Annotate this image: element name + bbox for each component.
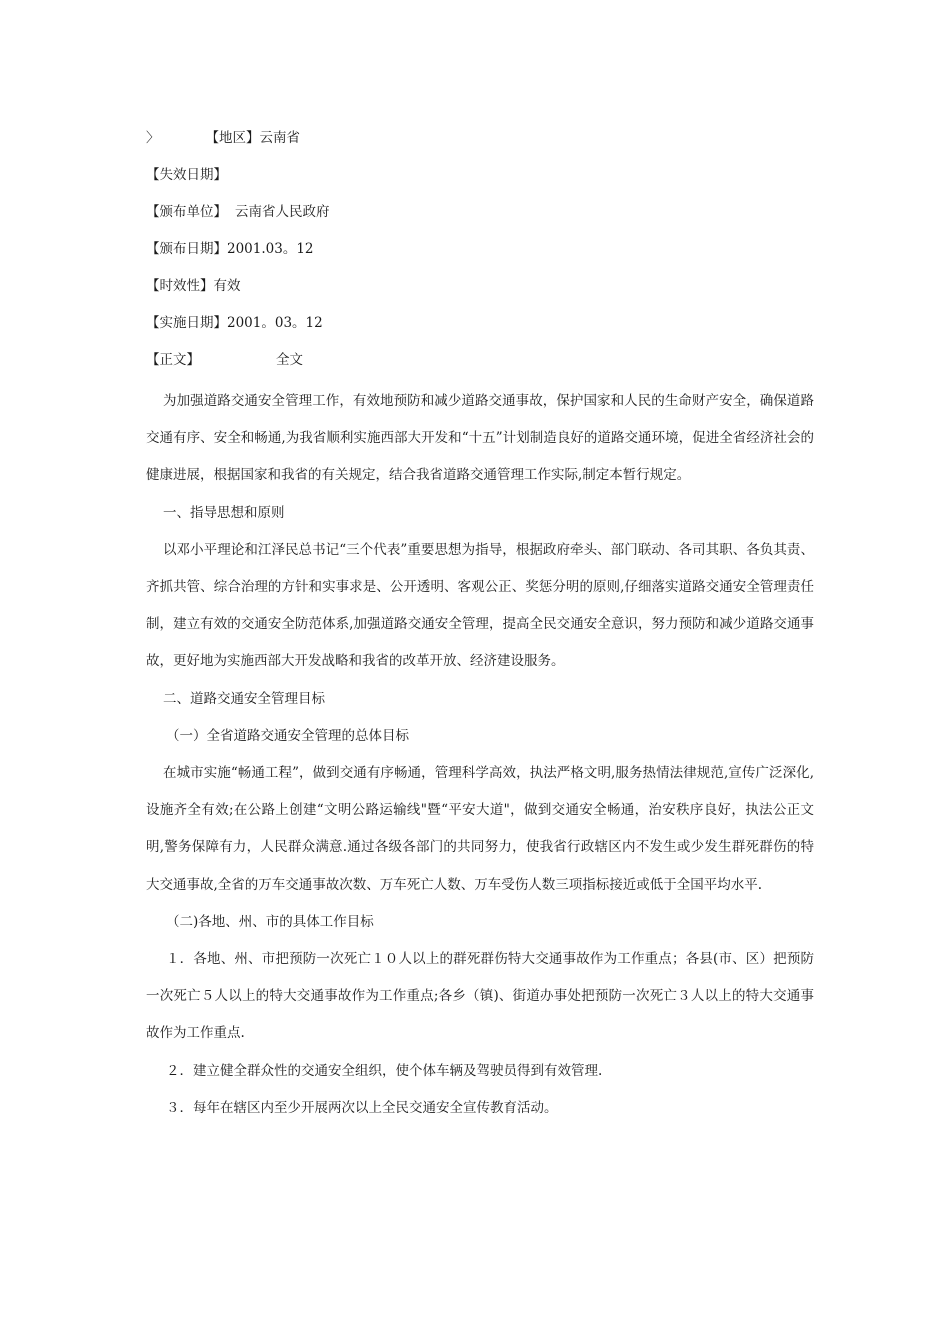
list-item-3: ３．每年在辖区内至少开展两次以上全民交通安全宣传教育活动。 xyxy=(166,1099,558,1116)
validity-label: 【时效性】 xyxy=(146,278,214,294)
issue-date-label: 【颁布日期】 xyxy=(146,241,227,257)
body-label: 【正文】 xyxy=(146,352,200,368)
meta-effective-date xyxy=(146,309,814,337)
meta-issue-date xyxy=(146,235,814,263)
subsection-2-title: （二)各地、州、市的具体工作目标 xyxy=(166,913,374,930)
issuer-value: 云南省人民政府 xyxy=(235,204,330,220)
list-item-2: ２．建立健全群众性的交通安全组织，使个体车辆及驾驶员得到有效管理. xyxy=(166,1062,603,1079)
validity-value: 有效 xyxy=(213,278,241,294)
subsection-1-paragraph: 在城市实施“畅通工程”，做到交通有序畅通，管理科学高效，执法严格文明,服务热情法律规范,宣传广泛深化,设施齐全有效;在公路上创建“文明公路运输线"暨“平安大道"，做到交通安全畅通，治安秩序良好，执法公正文明,警务保障有力，人民群众满意.通过各级各部门的共同努力，使我省行政辖区内不发生或少发生群死群伤的特大交通事故,全省的万车交通事故次数、万车死亡人数、万车受伤人数三项指标接近或低于全国平均水平. xyxy=(146,765,814,893)
region-value: 云南省 xyxy=(259,130,300,146)
effective-date-value: 2001。03。12 xyxy=(227,315,323,331)
region-label: 【地区】 xyxy=(205,130,260,146)
meta-issuer xyxy=(146,198,814,226)
meta-region xyxy=(146,124,814,152)
section-1-title: 一、指导思想和原则 xyxy=(163,504,285,521)
intro-paragraph: 为加强道路交通安全管理工作，有效地预防和减少道路交通事故，保护国家和人民的生命财产安全，确保道路交通有序、安全和畅通,为我省顺利实施西部大开发和“十五”计划制造良好的道路交通环境，促进全省经济社会的健康进展，根据国家和我省的有关规定，结合我省道路交通管理工作实际,制定本暂行规定。 xyxy=(146,393,814,484)
subsection-1-title: （一）全省道路交通安全管理的总体目标 xyxy=(166,727,409,744)
document-page xyxy=(146,124,814,1127)
meta-body xyxy=(146,346,814,374)
issuer-label: 【颁布单位】 xyxy=(146,204,227,220)
effective-date-label: 【实施日期】 xyxy=(146,315,227,331)
bullet-mark: 〉 xyxy=(146,130,160,146)
expiry-label: 【失效日期】 xyxy=(146,167,227,183)
section-1-paragraph: 以邓小平理论和江泽民总书记“三个代表”重要思想为指导，根据政府牵头、部门联动、各司其职、各负其责、齐抓共管、综合治理的方针和实事求是、公开透明、客观公正、奖惩分明的原则,仔细落实道路交通安全管理责任制，建立有效的交通安全防范体系,加强道路交通安全管理，提高全民交通安全意识，努力预防和减少道路交通事故，更好地为实施西部大开发战略和我省的改革开放、经济建设服务。 xyxy=(146,541,814,670)
meta-validity xyxy=(146,272,814,300)
list-item-1: １．各地、州、市把预防一次死亡１０人以上的群死群伤特大交通事故作为工作重点；各县(市、区）把预防一次死亡５人以上的特大交通事故作为工作重点;各乡（镇)、街道办事处把预防一次死亡３人以上的特大交通事故作为工作重点. xyxy=(146,951,814,1042)
body-value: 全文 xyxy=(276,352,303,368)
issue-date-value: 2001.03。12 xyxy=(227,241,314,257)
section-2-title: 二、道路交通安全管理目标 xyxy=(163,690,325,707)
meta-expiry xyxy=(146,161,814,189)
